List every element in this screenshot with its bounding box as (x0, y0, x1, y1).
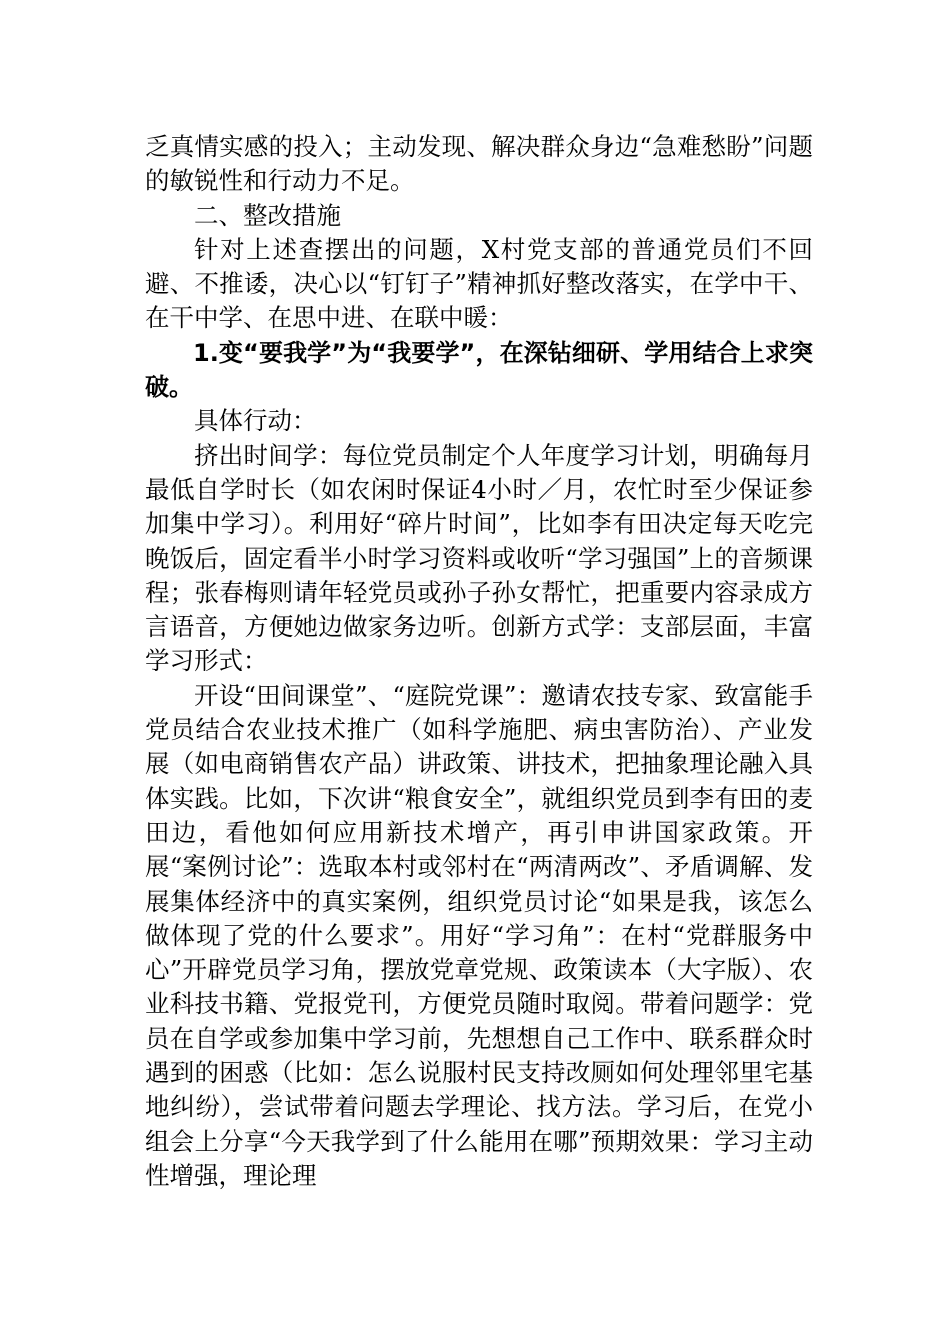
action-label: 具体行动： (194, 406, 317, 436)
paragraph-intro: 针对上述查摆出的问题，X村党支部的普通党员们不回避、不推诿，决心以“钉钉子”精神抓好整改落实，在学中干、在干中学、在思中进、在联中暖： (145, 234, 813, 333)
document-body (145, 130, 813, 1193)
section-heading: 二、整改措施 (194, 200, 341, 230)
subsection-heading: 1.变“要我学”为“我要学”，在深钻细研、学用结合上求突破。 (145, 338, 813, 402)
paragraph-study-methods: 开设“田间课堂”、“庭院党课”：邀请农技专家、致富能手党员结合农业技术推广（如科学施肥、病虫害防治）、产业发展（如电商销售农产品）讲政策、讲技术，把抽象理论融入具体实践。比如，下次讲“粮食安全”，就组织党员到李有田的麦田边，看他如何应用新技术增产，再引申讲国家政策。开展“案例讨论”：选取本村或邻村在“两清两改”、矛盾调解、发展集体经济中的真实案例，组织党员讨论“如果是我，该怎么做体现了党的什么要求”。用好“学习角”：在村“党群服务中心”开辟党员学习角，摆放党章党规、政策读本（大字版）、农业科技书籍、党报党刊，方便党员随时取阅。带着问题学：党员在自学或参加集中学习前，先想想自己工作中、联系群众时遇到的困惑（比如：怎么说服村民支持改厕如何处理邻里宅基地纠纷），尝试带着问题去学理论、找方法。学习后，在党小组会上分享“今天我学到了什么能用在哪”预期效果：学习主动性增强，理论理 (145, 680, 813, 1190)
paragraph-study-time: 挤出时间学：每位党员制定个人年度学习计划，明确每月最低自学时长（如农闲时保证4小时／月，农忙时至少保证参加集中学习）。利用好“碎片时间”，比如李有田决定每天吃完晚饭后，固定看半小时学习资料或收听“学习强国”上的音频课程；张春梅则请年轻党员或孙子孙女帮忙，把重要内容录成方言语音，方便她边做家务边听。创新方式学：支部层面，丰富学习形式： (145, 440, 813, 676)
paragraph-continued: 乏真情实感的投入；主动发现、解决群众身边“急难愁盼”问题的敏锐性和行动力不足。 (145, 132, 813, 196)
